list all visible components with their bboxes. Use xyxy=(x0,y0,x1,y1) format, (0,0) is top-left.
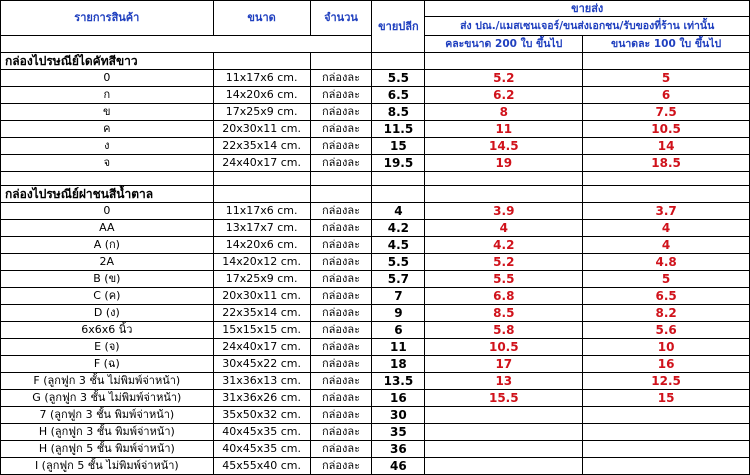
size-cell: 22x35x14 cm. xyxy=(213,305,310,322)
table-row xyxy=(1,104,750,121)
unit-cell: กล่องละ xyxy=(310,424,372,441)
size-cell: 45x55x40 cm. xyxy=(213,458,310,475)
wholesale-200-cell: 8.5 xyxy=(425,305,583,322)
empty-cell xyxy=(1,172,214,186)
table-row xyxy=(1,87,750,104)
product-name-cell: D (ง) xyxy=(1,305,214,322)
wholesale-200-cell xyxy=(425,407,583,424)
size-cell: 17x25x9 cm. xyxy=(213,104,310,121)
product-name-cell: จ xyxy=(1,155,214,172)
unit-cell: กล่องละ xyxy=(310,390,372,407)
unit-cell: กล่องละ xyxy=(310,288,372,305)
unit-cell: กล่องละ xyxy=(310,373,372,390)
size-cell: 15x15x15 cm. xyxy=(213,322,310,339)
retail-price-cell: 6 xyxy=(372,322,425,339)
wholesale-200-cell: 13 xyxy=(425,373,583,390)
header-product: รายการสินค้า xyxy=(1,1,214,36)
product-name-cell: AA xyxy=(1,220,214,237)
product-name-cell: 0 xyxy=(1,70,214,87)
product-name-cell: E (จ) xyxy=(1,339,214,356)
wholesale-200-cell xyxy=(425,424,583,441)
table-row xyxy=(1,121,750,138)
unit-cell: กล่องละ xyxy=(310,87,372,104)
size-cell: 11x17x6 cm. xyxy=(213,70,310,87)
wholesale-100-cell: 18.5 xyxy=(583,155,750,172)
retail-price-cell: 36 xyxy=(372,441,425,458)
product-name-cell: A (ก) xyxy=(1,237,214,254)
unit-cell: กล่องละ xyxy=(310,121,372,138)
wholesale-100-cell xyxy=(583,458,750,475)
wholesale-200-cell xyxy=(425,458,583,475)
product-name-cell: ง xyxy=(1,138,214,155)
product-name-cell: H (ลูกฟูก 5 ชั้น พิมพ์จ่าหน้า) xyxy=(1,441,214,458)
header-wholesale-desc: ส่ง ปณ./แมสเซนเจอร์/ขนส่งเอกชน/รับของที่ร้าน เท่านั้น xyxy=(425,16,750,35)
wholesale-100-cell xyxy=(583,424,750,441)
retail-price-cell: 15 xyxy=(372,138,425,155)
size-cell: 40x45x35 cm. xyxy=(213,441,310,458)
retail-price-cell: 35 xyxy=(372,424,425,441)
wholesale-200-cell: 6.8 xyxy=(425,288,583,305)
wholesale-200-cell: 6.2 xyxy=(425,87,583,104)
unit-cell: กล่องละ xyxy=(310,441,372,458)
header-qty: จำนวน xyxy=(310,1,372,36)
wholesale-100-cell: 10.5 xyxy=(583,121,750,138)
product-name-cell: I (ลูกฟูก 5 ชั้น ไม่พิมพ์จ่าหน้า) xyxy=(1,458,214,475)
size-cell: 11x17x6 cm. xyxy=(213,203,310,220)
unit-cell: กล่องละ xyxy=(310,70,372,87)
wholesale-200-cell: 14.5 xyxy=(425,138,583,155)
section-title: กล่องไปรษณีย์ฝาชนสีน้ำตาล xyxy=(1,186,214,203)
empty-cell xyxy=(425,186,583,203)
table-row xyxy=(1,155,750,172)
product-name-cell: ก xyxy=(1,87,214,104)
size-cell: 22x35x14 cm. xyxy=(213,138,310,155)
table-row xyxy=(1,220,750,237)
unit-cell: กล่องละ xyxy=(310,138,372,155)
wholesale-100-cell xyxy=(583,407,750,424)
section-header-row xyxy=(1,53,750,70)
wholesale-200-cell: 3.9 xyxy=(425,203,583,220)
table-row xyxy=(1,138,750,155)
product-name-cell: F (ลูกฟูก 3 ชั้น ไม่พิมพ์จ่าหน้า) xyxy=(1,373,214,390)
table-row xyxy=(1,322,750,339)
wholesale-100-cell: 10 xyxy=(583,339,750,356)
product-name-cell: G (ลูกฟูก 3 ชั้น ไม่พิมพ์จ่าหน้า) xyxy=(1,390,214,407)
empty-cell xyxy=(213,53,310,70)
empty-cell xyxy=(310,172,372,186)
unit-cell: กล่องละ xyxy=(310,104,372,121)
table-row xyxy=(1,424,750,441)
retail-price-cell: 5.7 xyxy=(372,271,425,288)
empty-cell xyxy=(372,186,425,203)
wholesale-100-cell: 8.2 xyxy=(583,305,750,322)
header-retail: ขายปลีก xyxy=(372,1,425,53)
retail-price-cell: 5.5 xyxy=(372,254,425,271)
empty-cell xyxy=(372,172,425,186)
product-name-cell: 7 (ลูกฟูก 3 ชั้น พิมพ์จ่าหน้า) xyxy=(1,407,214,424)
wholesale-200-cell: 15.5 xyxy=(425,390,583,407)
size-cell: 20x30x11 cm. xyxy=(213,288,310,305)
product-name-cell: ข xyxy=(1,104,214,121)
wholesale-100-cell: 14 xyxy=(583,138,750,155)
wholesale-200-cell xyxy=(425,441,583,458)
empty-cell xyxy=(310,186,372,203)
table-row xyxy=(1,339,750,356)
retail-price-cell: 30 xyxy=(372,407,425,424)
size-cell: 24x40x17 cm. xyxy=(213,155,310,172)
product-name-cell: H (ลูกฟูก 3 ชั้น พิมพ์จ่าหน้า) xyxy=(1,424,214,441)
size-cell: 40x45x35 cm. xyxy=(213,424,310,441)
product-name-cell: ค xyxy=(1,121,214,138)
empty-cell xyxy=(372,53,425,70)
wholesale-200-cell: 5.2 xyxy=(425,70,583,87)
wholesale-100-cell: 4 xyxy=(583,237,750,254)
size-cell: 31x36x26 cm. xyxy=(213,390,310,407)
size-cell: 35x50x32 cm. xyxy=(213,407,310,424)
spacer-row xyxy=(1,172,750,186)
wholesale-100-cell: 5 xyxy=(583,271,750,288)
retail-price-cell: 16 xyxy=(372,390,425,407)
wholesale-100-cell: 7.5 xyxy=(583,104,750,121)
product-name-cell: F (ฉ) xyxy=(1,356,214,373)
size-cell: 24x40x17 cm. xyxy=(213,339,310,356)
table-row xyxy=(1,356,750,373)
empty-cell xyxy=(213,186,310,203)
size-cell: 17x25x9 cm. xyxy=(213,271,310,288)
table-row xyxy=(1,305,750,322)
empty-cell xyxy=(583,186,750,203)
table-row xyxy=(1,373,750,390)
empty-cell xyxy=(425,172,583,186)
retail-price-cell: 5.5 xyxy=(372,70,425,87)
wholesale-200-cell: 5.5 xyxy=(425,271,583,288)
empty-cell xyxy=(213,172,310,186)
retail-price-cell: 18 xyxy=(372,356,425,373)
retail-price-cell: 7 xyxy=(372,288,425,305)
retail-price-cell: 19.5 xyxy=(372,155,425,172)
wholesale-200-cell: 4.2 xyxy=(425,237,583,254)
size-cell: 14x20x6 cm. xyxy=(213,237,310,254)
header-wholesale: ขายส่ง xyxy=(425,1,750,17)
retail-price-cell: 11.5 xyxy=(372,121,425,138)
wholesale-200-cell: 8 xyxy=(425,104,583,121)
wholesale-100-cell: 5.6 xyxy=(583,322,750,339)
unit-cell: กล่องละ xyxy=(310,305,372,322)
table-row xyxy=(1,458,750,475)
unit-cell: กล่องละ xyxy=(310,254,372,271)
table-row xyxy=(1,271,750,288)
unit-cell: กล่องละ xyxy=(310,458,372,475)
wholesale-200-cell: 5.8 xyxy=(425,322,583,339)
header-per-size-100: ขนาดละ 100 ใบ ขึ้นไป xyxy=(583,36,750,53)
wholesale-100-cell: 6.5 xyxy=(583,288,750,305)
table-row xyxy=(1,390,750,407)
product-name-cell: 2A xyxy=(1,254,214,271)
retail-price-cell: 11 xyxy=(372,339,425,356)
table-row xyxy=(1,203,750,220)
wholesale-200-cell: 11 xyxy=(425,121,583,138)
unit-cell: กล่องละ xyxy=(310,237,372,254)
table-row xyxy=(1,254,750,271)
wholesale-200-cell: 4 xyxy=(425,220,583,237)
size-cell: 30x45x22 cm. xyxy=(213,356,310,373)
wholesale-100-cell: 4 xyxy=(583,220,750,237)
size-cell: 20x30x11 cm. xyxy=(213,121,310,138)
retail-price-cell: 46 xyxy=(372,458,425,475)
product-name-cell: 6x6x6 นิ้ว xyxy=(1,322,214,339)
unit-cell: กล่องละ xyxy=(310,322,372,339)
empty-cell xyxy=(583,53,750,70)
wholesale-200-cell: 5.2 xyxy=(425,254,583,271)
empty-cell xyxy=(425,53,583,70)
header-blank xyxy=(1,36,372,53)
header-row-1 xyxy=(1,1,750,17)
wholesale-100-cell: 3.7 xyxy=(583,203,750,220)
empty-cell xyxy=(310,53,372,70)
wholesale-100-cell: 5 xyxy=(583,70,750,87)
retail-price-cell: 13.5 xyxy=(372,373,425,390)
size-cell: 14x20x12 cm. xyxy=(213,254,310,271)
section-header-row xyxy=(1,186,750,203)
retail-price-cell: 4.2 xyxy=(372,220,425,237)
table-row xyxy=(1,70,750,87)
unit-cell: กล่องละ xyxy=(310,339,372,356)
product-name-cell: 0 xyxy=(1,203,214,220)
wholesale-100-cell: 6 xyxy=(583,87,750,104)
wholesale-200-cell: 10.5 xyxy=(425,339,583,356)
unit-cell: กล่องละ xyxy=(310,155,372,172)
retail-price-cell: 4.5 xyxy=(372,237,425,254)
unit-cell: กล่องละ xyxy=(310,271,372,288)
table-row xyxy=(1,441,750,458)
table-row xyxy=(1,288,750,305)
retail-price-cell: 4 xyxy=(372,203,425,220)
unit-cell: กล่องละ xyxy=(310,407,372,424)
unit-cell: กล่องละ xyxy=(310,220,372,237)
empty-cell xyxy=(583,172,750,186)
retail-price-cell: 9 xyxy=(372,305,425,322)
product-name-cell: C (ค) xyxy=(1,288,214,305)
unit-cell: กล่องละ xyxy=(310,203,372,220)
section-title: กล่องไปรษณีย์ไดคัทสีขาว xyxy=(1,53,214,70)
size-cell: 31x36x13 cm. xyxy=(213,373,310,390)
wholesale-100-cell xyxy=(583,441,750,458)
size-cell: 14x20x6 cm. xyxy=(213,87,310,104)
table-row xyxy=(1,407,750,424)
wholesale-100-cell: 12.5 xyxy=(583,373,750,390)
wholesale-200-cell: 17 xyxy=(425,356,583,373)
retail-price-cell: 6.5 xyxy=(372,87,425,104)
size-cell: 13x17x7 cm. xyxy=(213,220,310,237)
product-name-cell: B (ข) xyxy=(1,271,214,288)
retail-price-cell: 8.5 xyxy=(372,104,425,121)
wholesale-100-cell: 15 xyxy=(583,390,750,407)
wholesale-200-cell: 19 xyxy=(425,155,583,172)
header-mixed-200: คละขนาด 200 ใบ ขึ้นไป xyxy=(425,36,583,53)
wholesale-100-cell: 4.8 xyxy=(583,254,750,271)
table-row xyxy=(1,237,750,254)
wholesale-100-cell: 16 xyxy=(583,356,750,373)
unit-cell: กล่องละ xyxy=(310,356,372,373)
header-size: ขนาด xyxy=(213,1,310,36)
